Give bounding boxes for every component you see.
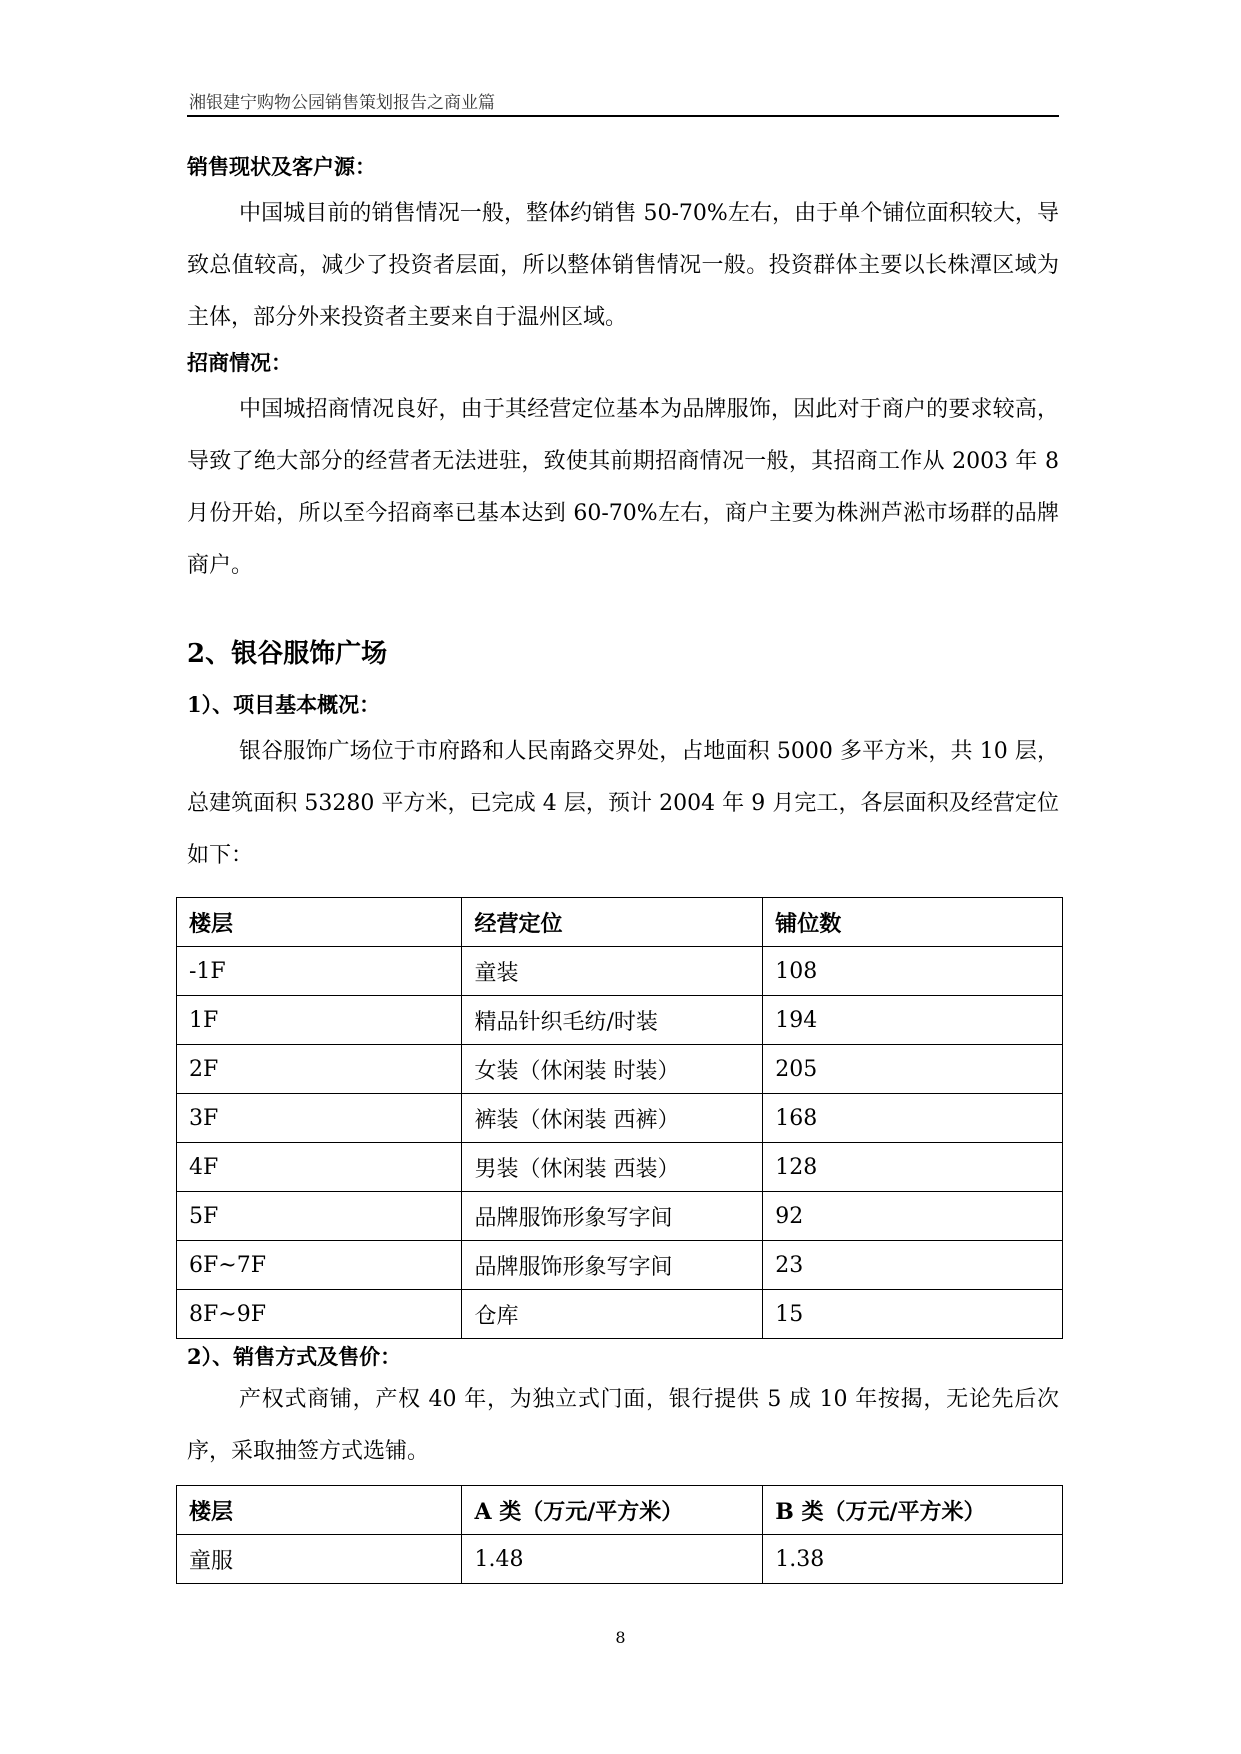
table-header-row	[177, 898, 1063, 947]
table-header-row	[177, 1486, 1063, 1535]
table-cell: 仓库	[462, 1290, 763, 1339]
table-cell: 品牌服饰形象写字间	[462, 1241, 763, 1290]
table-row	[177, 1192, 1063, 1241]
table-cell: 5F	[177, 1192, 462, 1241]
page-header	[187, 86, 1059, 116]
table-cell: 童服	[177, 1535, 462, 1584]
table-cell: 1.38	[763, 1535, 1063, 1584]
table-row	[177, 1535, 1063, 1584]
table-header-cell: B 类（万元/平方米）	[763, 1486, 1063, 1535]
table-header-cell: 楼层	[177, 1486, 462, 1535]
page-number: 8	[615, 1628, 626, 1647]
header-rule	[187, 115, 1059, 117]
table-row	[177, 1143, 1063, 1192]
table-cell: 15	[763, 1290, 1063, 1339]
table-cell: 2F	[177, 1045, 462, 1094]
table-cell: 8F~9F	[177, 1290, 462, 1339]
leasing-paragraph: 中国城招商情况良好，由于其经营定位基本为品牌服饰，因此对于商户的要求较高，导致了绝大部分的经营者无法进驻，致使其前期招商情况一般，其招商工作从 2003 年 8 月份开始，所以至今招商率已基本达到 60-70%左右，商户主要为株洲芦淞市场群的品牌商户。	[187, 397, 1059, 578]
page-content	[187, 150, 1059, 882]
table-header-cell: 铺位数	[763, 898, 1063, 947]
floors-table	[176, 897, 1063, 1339]
table-cell: 194	[763, 996, 1063, 1045]
table-cell: 92	[763, 1192, 1063, 1241]
table-cell: 23	[763, 1241, 1063, 1290]
price-table	[176, 1485, 1063, 1584]
table-cell: 4F	[177, 1143, 462, 1192]
table-header-cell: 经营定位	[462, 898, 763, 947]
table-row	[177, 1045, 1063, 1094]
overview-paragraph: 银谷服饰广场位于市府路和人民南路交界处，占地面积 5000 多平方米，共 10 层，总建筑面积 53280 平方米，已完成 4 层，预计 2004 年 9 月完工，各层面积及经营定位如下：	[187, 739, 1059, 868]
header-title: 湘银建宁购物公园销售策划报告之商业篇	[189, 93, 495, 113]
table-cell: 1.48	[462, 1535, 763, 1584]
table-cell: 品牌服饰形象写字间	[462, 1192, 763, 1241]
table-cell: 男装（休闲装 西装）	[462, 1143, 763, 1192]
table-header-cell: A 类（万元/平方米）	[462, 1486, 763, 1535]
table-row	[177, 1241, 1063, 1290]
section-heading-yingu: 2、银谷服饰广场	[187, 639, 388, 669]
table-cell: 女装（休闲装 时装）	[462, 1045, 763, 1094]
table-header-cell: 楼层	[177, 898, 462, 947]
table-cell: 205	[763, 1045, 1063, 1094]
table-row	[177, 1094, 1063, 1143]
table-row	[177, 947, 1063, 996]
table-cell: 6F~7F	[177, 1241, 462, 1290]
table-cell: 精品针织毛纺/时装	[462, 996, 763, 1045]
leasing-label: 招商情况：	[187, 350, 292, 375]
table-cell: 裤装（休闲装 西裤）	[462, 1094, 763, 1143]
sales-status-paragraph: 中国城目前的销售情况一般，整体约销售 50-70%左右，由于单个铺位面积较大，导致总值较高，减少了投资者层面，所以整体销售情况一般。投资群体主要以长株潭区域为主体，部分外来投资者主要来自于温州区域。	[187, 201, 1059, 330]
table-row	[177, 996, 1063, 1045]
sales-status-label: 销售现状及客户源：	[187, 154, 376, 179]
table-cell: 3F	[177, 1094, 462, 1143]
overview-label: 1）、项目基本概况：	[187, 692, 381, 717]
table-cell: 108	[763, 947, 1063, 996]
table-cell: 128	[763, 1143, 1063, 1192]
table-cell: 童装	[462, 947, 763, 996]
sales-method-label: 2）、销售方式及售价：	[187, 1344, 402, 1369]
table-cell: 168	[763, 1094, 1063, 1143]
sales-method-paragraph: 产权式商铺，产权 40 年，为独立式门面，银行提供 5 成 10 年按揭，无论先后次序，采取抽签方式选铺。	[187, 1387, 1059, 1464]
table-row	[177, 1290, 1063, 1339]
table-cell: -1F	[177, 947, 462, 996]
table-cell: 1F	[177, 996, 462, 1045]
